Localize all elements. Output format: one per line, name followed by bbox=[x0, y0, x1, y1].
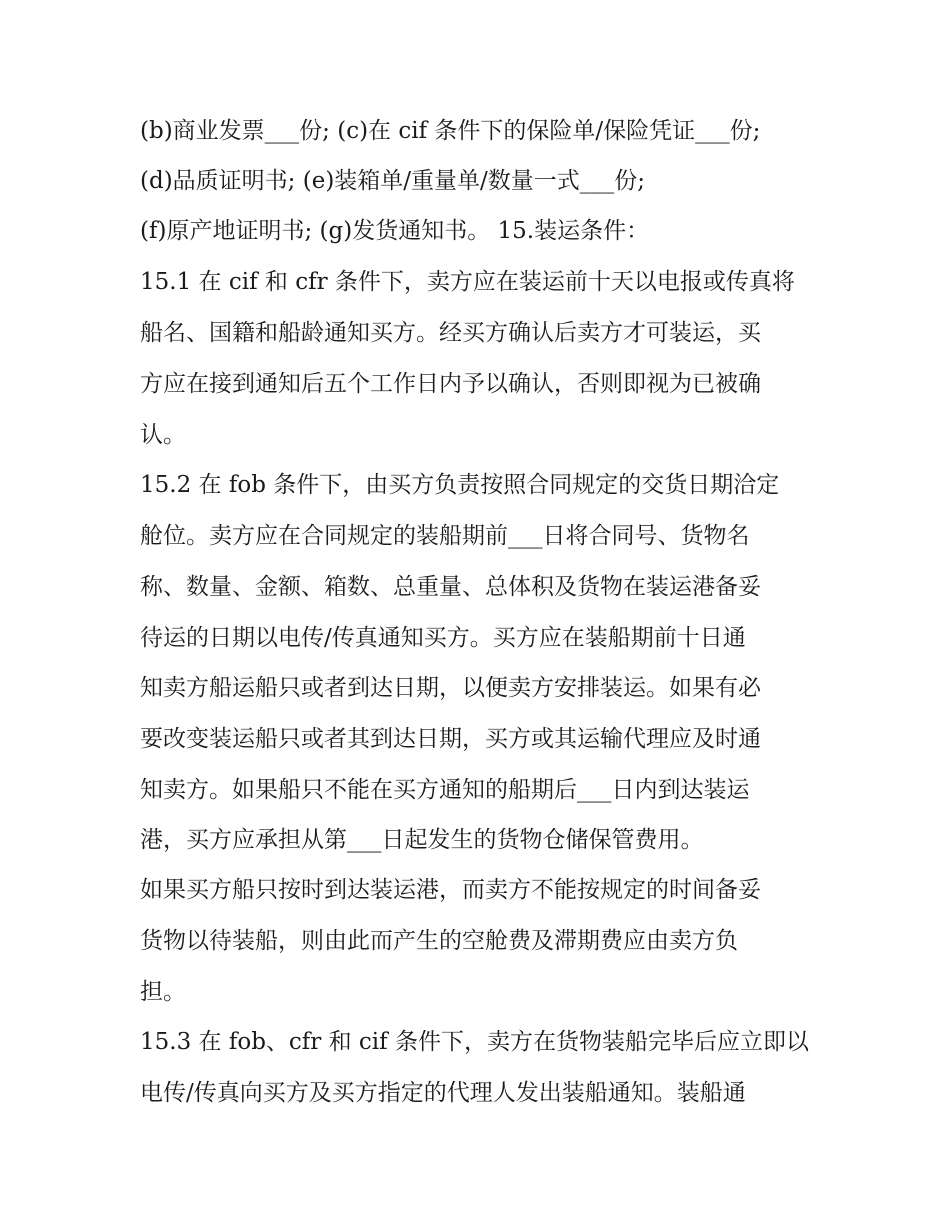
text-line: 方应在接到通知后五个工作日内予以确认，否则即视为已被确 bbox=[140, 371, 761, 397]
text-line: 如果买方船只按时到达装运港，而卖方不能按规定的时间备妥 bbox=[140, 877, 761, 903]
text-line: (b)商业发票___份; (c)在 cif 条件下的保险单/保险凭证___份; bbox=[140, 118, 761, 144]
text-line: 15.3 在 fob、cfr 和 cif 条件下，卖方在货物装船完毕后应立即以 bbox=[140, 1029, 809, 1055]
text-line: 15.1 在 cif 和 cfr 条件下，卖方应在装运前十天以电报或传真将 bbox=[140, 269, 795, 295]
text-line: 15.2 在 fob 条件下，由买方负责按照合同规定的交货日期洽定 bbox=[140, 472, 780, 498]
text-line: 货物以待装船，则由此而产生的空舱费及滞期费应由卖方负 bbox=[140, 928, 738, 954]
text-line: 知卖方。如果船只不能在买方通知的船期后___日内到达装运 bbox=[140, 777, 750, 803]
text-line: 电传/传真向买方及买方指定的代理人发出装船通知。装船通 bbox=[140, 1080, 746, 1106]
text-line: (f)原产地证明书; (g)发货通知书。 15.装运条件： bbox=[140, 218, 650, 244]
text-line: 称、数量、金额、箱数、总重量、总体积及货物在装运港备妥 bbox=[140, 574, 761, 600]
text-line: 知卖方船运船只或者到达日期，以便卖方安排装运。如果有必 bbox=[140, 675, 761, 701]
text-line: 舱位。卖方应在合同规定的装船期前___日将合同号、货物名 bbox=[140, 523, 750, 549]
text-line: 要改变装运船只或者其到达日期，买方或其运输代理应及时通 bbox=[140, 726, 761, 752]
text-line: 船名、国籍和船龄通知买方。经买方确认后卖方才可装运，买 bbox=[140, 320, 761, 346]
text-line: 港，买方应承担从第___日起发生的货物仓储保管费用。 bbox=[140, 827, 704, 853]
text-line: (d)品质证明书; (e)装箱单/重量单/数量一式___份; bbox=[140, 168, 646, 194]
text-line: 担。 bbox=[140, 979, 186, 1005]
text-line: 认。 bbox=[140, 422, 186, 448]
text-line: 待运的日期以电传/传真通知买方。买方应在装船期前十日通 bbox=[140, 625, 746, 651]
